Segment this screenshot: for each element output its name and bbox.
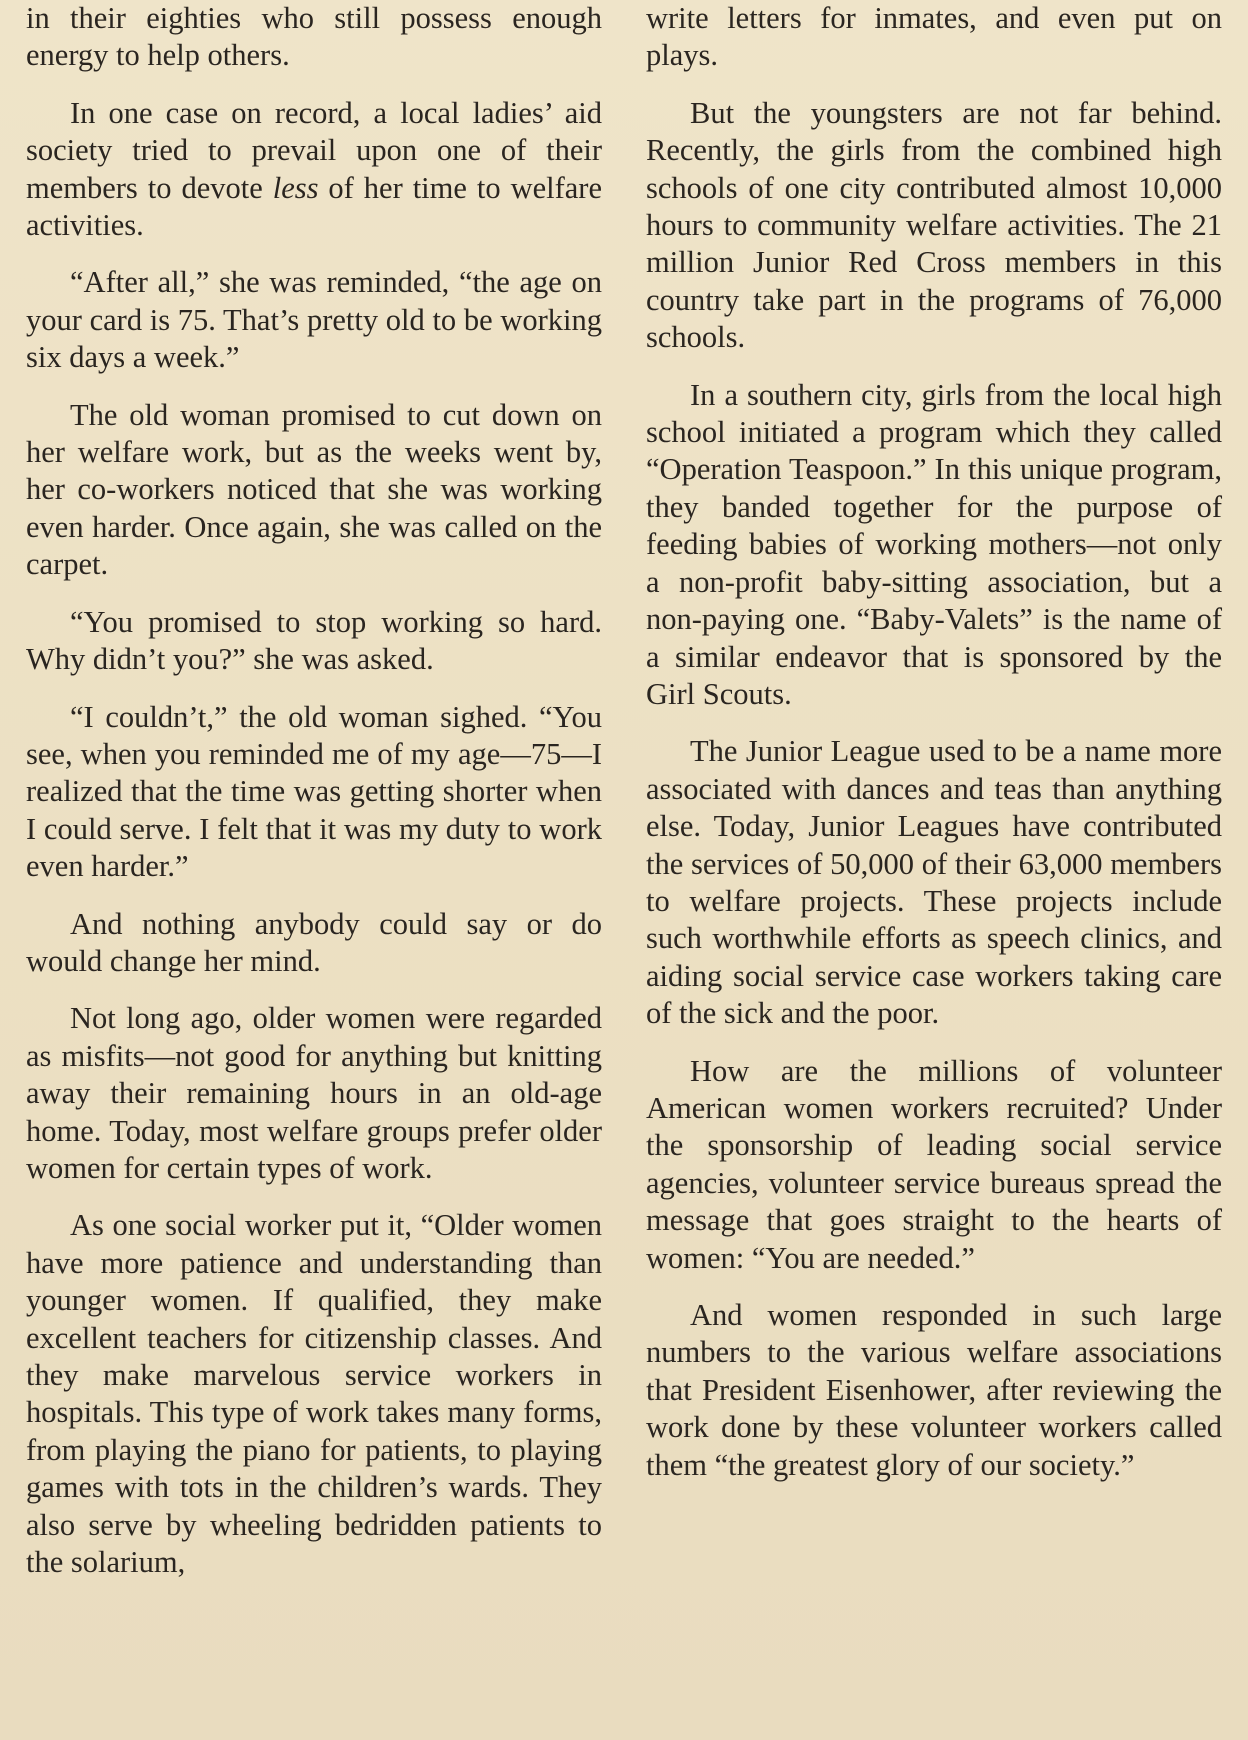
paragraph: write letters for inmates, and even put on plays. xyxy=(646,1,1222,73)
paragraph: “After all,” she was reminded, “the age on your card is 75. That’s pretty old to be working six days a week.” xyxy=(26,265,602,375)
paragraph: Not long ago, older women were regarded as misfits—not good for anything but knitting away their remaining hours in an old-age home. Today, most welfare groups prefer older women for certain types of work. xyxy=(26,1001,602,1185)
paragraph: As one social worker put it, “Older women have more patience and understanding than younger women. If qualified, they make excellent teachers for citizenship classes. And they make marvelous service workers in hospitals. This type of work takes many forms, from playing the piano for patients, to playing games with tots in the children’s wards. They also serve by wheeling bedridden patients to the solarium, xyxy=(26,1208,602,1580)
paragraph-text: In one case on record, a local ladies’ aid society tried to prevail upon one of their members to devote xyxy=(26,95,602,205)
paragraph: And women responded in such large numbers to the various welfare associations that President Eisenhower, after reviewing the work done by these volunteer workers called them “the greatest glory of our society.” xyxy=(646,1298,1222,1482)
paragraph xyxy=(26,95,602,245)
paragraph: How are the millions of volunteer American women workers recruited? Under the sponsorship of leading social service agencies, volunteer service bureaus spread the message that goes straight to the hearts of women: “You are needed.” xyxy=(646,1053,1222,1275)
right-column xyxy=(646,0,1222,1504)
paragraph: in their eighties who still possess enough energy to help others. xyxy=(26,1,602,73)
paragraph: “You promised to stop working so hard. Why didn’t you?” she was asked. xyxy=(26,604,602,677)
paragraph-text: of her time to welfare activities. xyxy=(26,170,602,243)
paragraph: The old woman promised to cut down on her welfare work, but as the weeks went by, her co-workers noticed that she was working even harder. Once again, she was called on the carpet. xyxy=(26,397,602,582)
paragraph: In a southern city, girls from the local high school initiated a program which they called “Operation Teaspoon.” In this unique program, they banded together for the purpose of feeding babies of working mothers—not only a non-profit baby-sitting association, but a non-paying one. “Baby-Valets” is the name of a similar endeavor that is sponsored by the Girl Scouts. xyxy=(646,377,1222,711)
paragraph: “I couldn’t,” the old woman sighed. “You see, when you reminded me of my age—75—I realized that the time was getting shorter when I could serve. I felt that it was my duty to work even harder.” xyxy=(26,699,602,884)
left-column xyxy=(26,0,602,1601)
emphasized-word: less xyxy=(272,170,319,205)
paragraph: The Junior League used to be a name more associated with dances and teas than anything else. Today, Junior Leagues have contributed the services of 50,000 of their 63,000 members to welfare projects. These projects include such worthwhile efforts as speech clinics, and aiding social service case workers taking care of the sick and the poor. xyxy=(646,734,1222,1031)
paragraph: But the youngsters are not far behind. Recently, the girls from the combined high schools of one city contributed almost 10,000 hours to community welfare activities. The 21 million Junior Red Cross members in this country take part in the programs of 76,000 schools. xyxy=(646,95,1222,355)
paragraph: And nothing anybody could say or do would change her mind. xyxy=(26,906,602,978)
